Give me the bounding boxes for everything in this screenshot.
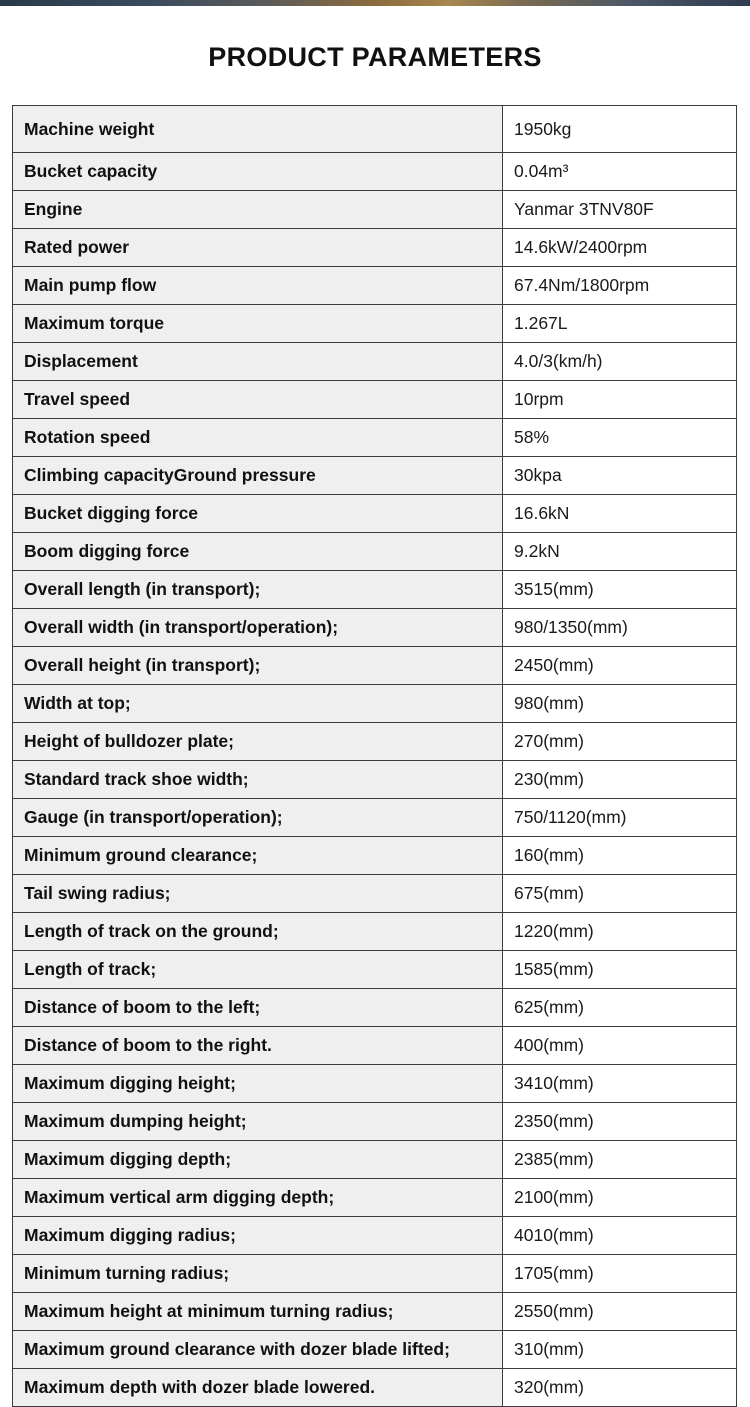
parameter-label: Length of track on the ground;	[13, 913, 503, 951]
table-row	[13, 1027, 737, 1065]
parameter-label: Maximum vertical arm digging depth;	[13, 1179, 503, 1217]
table-row	[13, 989, 737, 1027]
table-row	[13, 305, 737, 343]
parameter-value: 1585(mm)	[503, 951, 737, 989]
table-row	[13, 1179, 737, 1217]
table-row	[13, 913, 737, 951]
table-row	[13, 1255, 737, 1293]
table-row	[13, 875, 737, 913]
parameter-value: 4010(mm)	[503, 1217, 737, 1255]
parameter-label: Rotation speed	[13, 419, 503, 457]
parameter-value: 14.6kW/2400rpm	[503, 229, 737, 267]
parameter-value: 10rpm	[503, 381, 737, 419]
parameter-label: Maximum depth with dozer blade lowered.	[13, 1369, 503, 1407]
parameter-label: Maximum ground clearance with dozer blade lifted;	[13, 1331, 503, 1369]
parameter-label: Bucket capacity	[13, 153, 503, 191]
parameter-label: Maximum torque	[13, 305, 503, 343]
table-row	[13, 495, 737, 533]
parameter-label: Climbing capacityGround pressure	[13, 457, 503, 495]
parameter-value: 2350(mm)	[503, 1103, 737, 1141]
parameter-label: Width at top;	[13, 685, 503, 723]
parameter-label: Machine weight	[13, 106, 503, 153]
parameter-label: Minimum ground clearance;	[13, 837, 503, 875]
parameter-value: 980(mm)	[503, 685, 737, 723]
parameter-label: Maximum digging depth;	[13, 1141, 503, 1179]
parameter-label: Distance of boom to the left;	[13, 989, 503, 1027]
parameter-label: Boom digging force	[13, 533, 503, 571]
table-row	[13, 837, 737, 875]
parameter-label: Distance of boom to the right.	[13, 1027, 503, 1065]
table-row	[13, 723, 737, 761]
table-row	[13, 1293, 737, 1331]
parameter-value: 67.4Nm/1800rpm	[503, 267, 737, 305]
parameter-value: 980/1350(mm)	[503, 609, 737, 647]
parameter-value: 320(mm)	[503, 1369, 737, 1407]
table-row	[13, 571, 737, 609]
table-row	[13, 419, 737, 457]
parameter-value: 16.6kN	[503, 495, 737, 533]
parameter-label: Overall height (in transport);	[13, 647, 503, 685]
parameter-label: Displacement	[13, 343, 503, 381]
parameter-value: Yanmar 3TNV80F	[503, 191, 737, 229]
parameter-value: 1705(mm)	[503, 1255, 737, 1293]
parameter-value: 2100(mm)	[503, 1179, 737, 1217]
parameter-value: 160(mm)	[503, 837, 737, 875]
table-row	[13, 951, 737, 989]
parameter-value: 675(mm)	[503, 875, 737, 913]
parameter-label: Gauge (in transport/operation);	[13, 799, 503, 837]
parameter-value: 58%	[503, 419, 737, 457]
table-row	[13, 457, 737, 495]
table-row	[13, 267, 737, 305]
parameter-label: Standard track shoe width;	[13, 761, 503, 799]
table-row	[13, 1217, 737, 1255]
parameter-label: Maximum digging radius;	[13, 1217, 503, 1255]
table-row	[13, 229, 737, 267]
table-row	[13, 799, 737, 837]
table-row	[13, 343, 737, 381]
parameter-value: 400(mm)	[503, 1027, 737, 1065]
table-row	[13, 1065, 737, 1103]
parameter-value: 4.0/3(km/h)	[503, 343, 737, 381]
table-row	[13, 1141, 737, 1179]
parameter-value: 625(mm)	[503, 989, 737, 1027]
table-row	[13, 533, 737, 571]
parameter-value: 1950kg	[503, 106, 737, 153]
parameter-value: 3515(mm)	[503, 571, 737, 609]
table-row	[13, 106, 737, 153]
banner-image-strip	[0, 0, 750, 6]
parameter-value: 230(mm)	[503, 761, 737, 799]
parameter-value: 3410(mm)	[503, 1065, 737, 1103]
table-row	[13, 191, 737, 229]
parameter-value: 30kpa	[503, 457, 737, 495]
parameters-table-body	[13, 106, 737, 1407]
table-row	[13, 1331, 737, 1369]
parameters-table	[12, 105, 737, 1407]
parameter-label: Maximum digging height;	[13, 1065, 503, 1103]
parameter-label: Maximum dumping height;	[13, 1103, 503, 1141]
parameter-value: 9.2kN	[503, 533, 737, 571]
parameter-label: Length of track;	[13, 951, 503, 989]
parameter-label: Minimum turning radius;	[13, 1255, 503, 1293]
parameter-label: Rated power	[13, 229, 503, 267]
parameter-value: 750/1120(mm)	[503, 799, 737, 837]
table-row	[13, 685, 737, 723]
table-row	[13, 381, 737, 419]
parameter-label: Engine	[13, 191, 503, 229]
parameter-value: 2450(mm)	[503, 647, 737, 685]
parameter-value: 0.04m³	[503, 153, 737, 191]
parameter-label: Travel speed	[13, 381, 503, 419]
parameter-value: 310(mm)	[503, 1331, 737, 1369]
parameter-label: Bucket digging force	[13, 495, 503, 533]
table-row	[13, 1369, 737, 1407]
parameter-value: 2385(mm)	[503, 1141, 737, 1179]
page-title: PRODUCT PARAMETERS	[208, 42, 542, 72]
parameter-label: Overall length (in transport);	[13, 571, 503, 609]
table-row	[13, 761, 737, 799]
parameter-value: 1220(mm)	[503, 913, 737, 951]
parameter-label: Maximum height at minimum turning radius;	[13, 1293, 503, 1331]
parameter-value: 2550(mm)	[503, 1293, 737, 1331]
parameter-label: Main pump flow	[13, 267, 503, 305]
parameter-label: Tail swing radius;	[13, 875, 503, 913]
parameter-label: Overall width (in transport/operation);	[13, 609, 503, 647]
table-row	[13, 609, 737, 647]
table-row	[13, 153, 737, 191]
parameter-label: Height of bulldozer plate;	[13, 723, 503, 761]
table-row	[13, 1103, 737, 1141]
parameter-value: 270(mm)	[503, 723, 737, 761]
parameter-value: 1.267L	[503, 305, 737, 343]
table-row	[13, 647, 737, 685]
